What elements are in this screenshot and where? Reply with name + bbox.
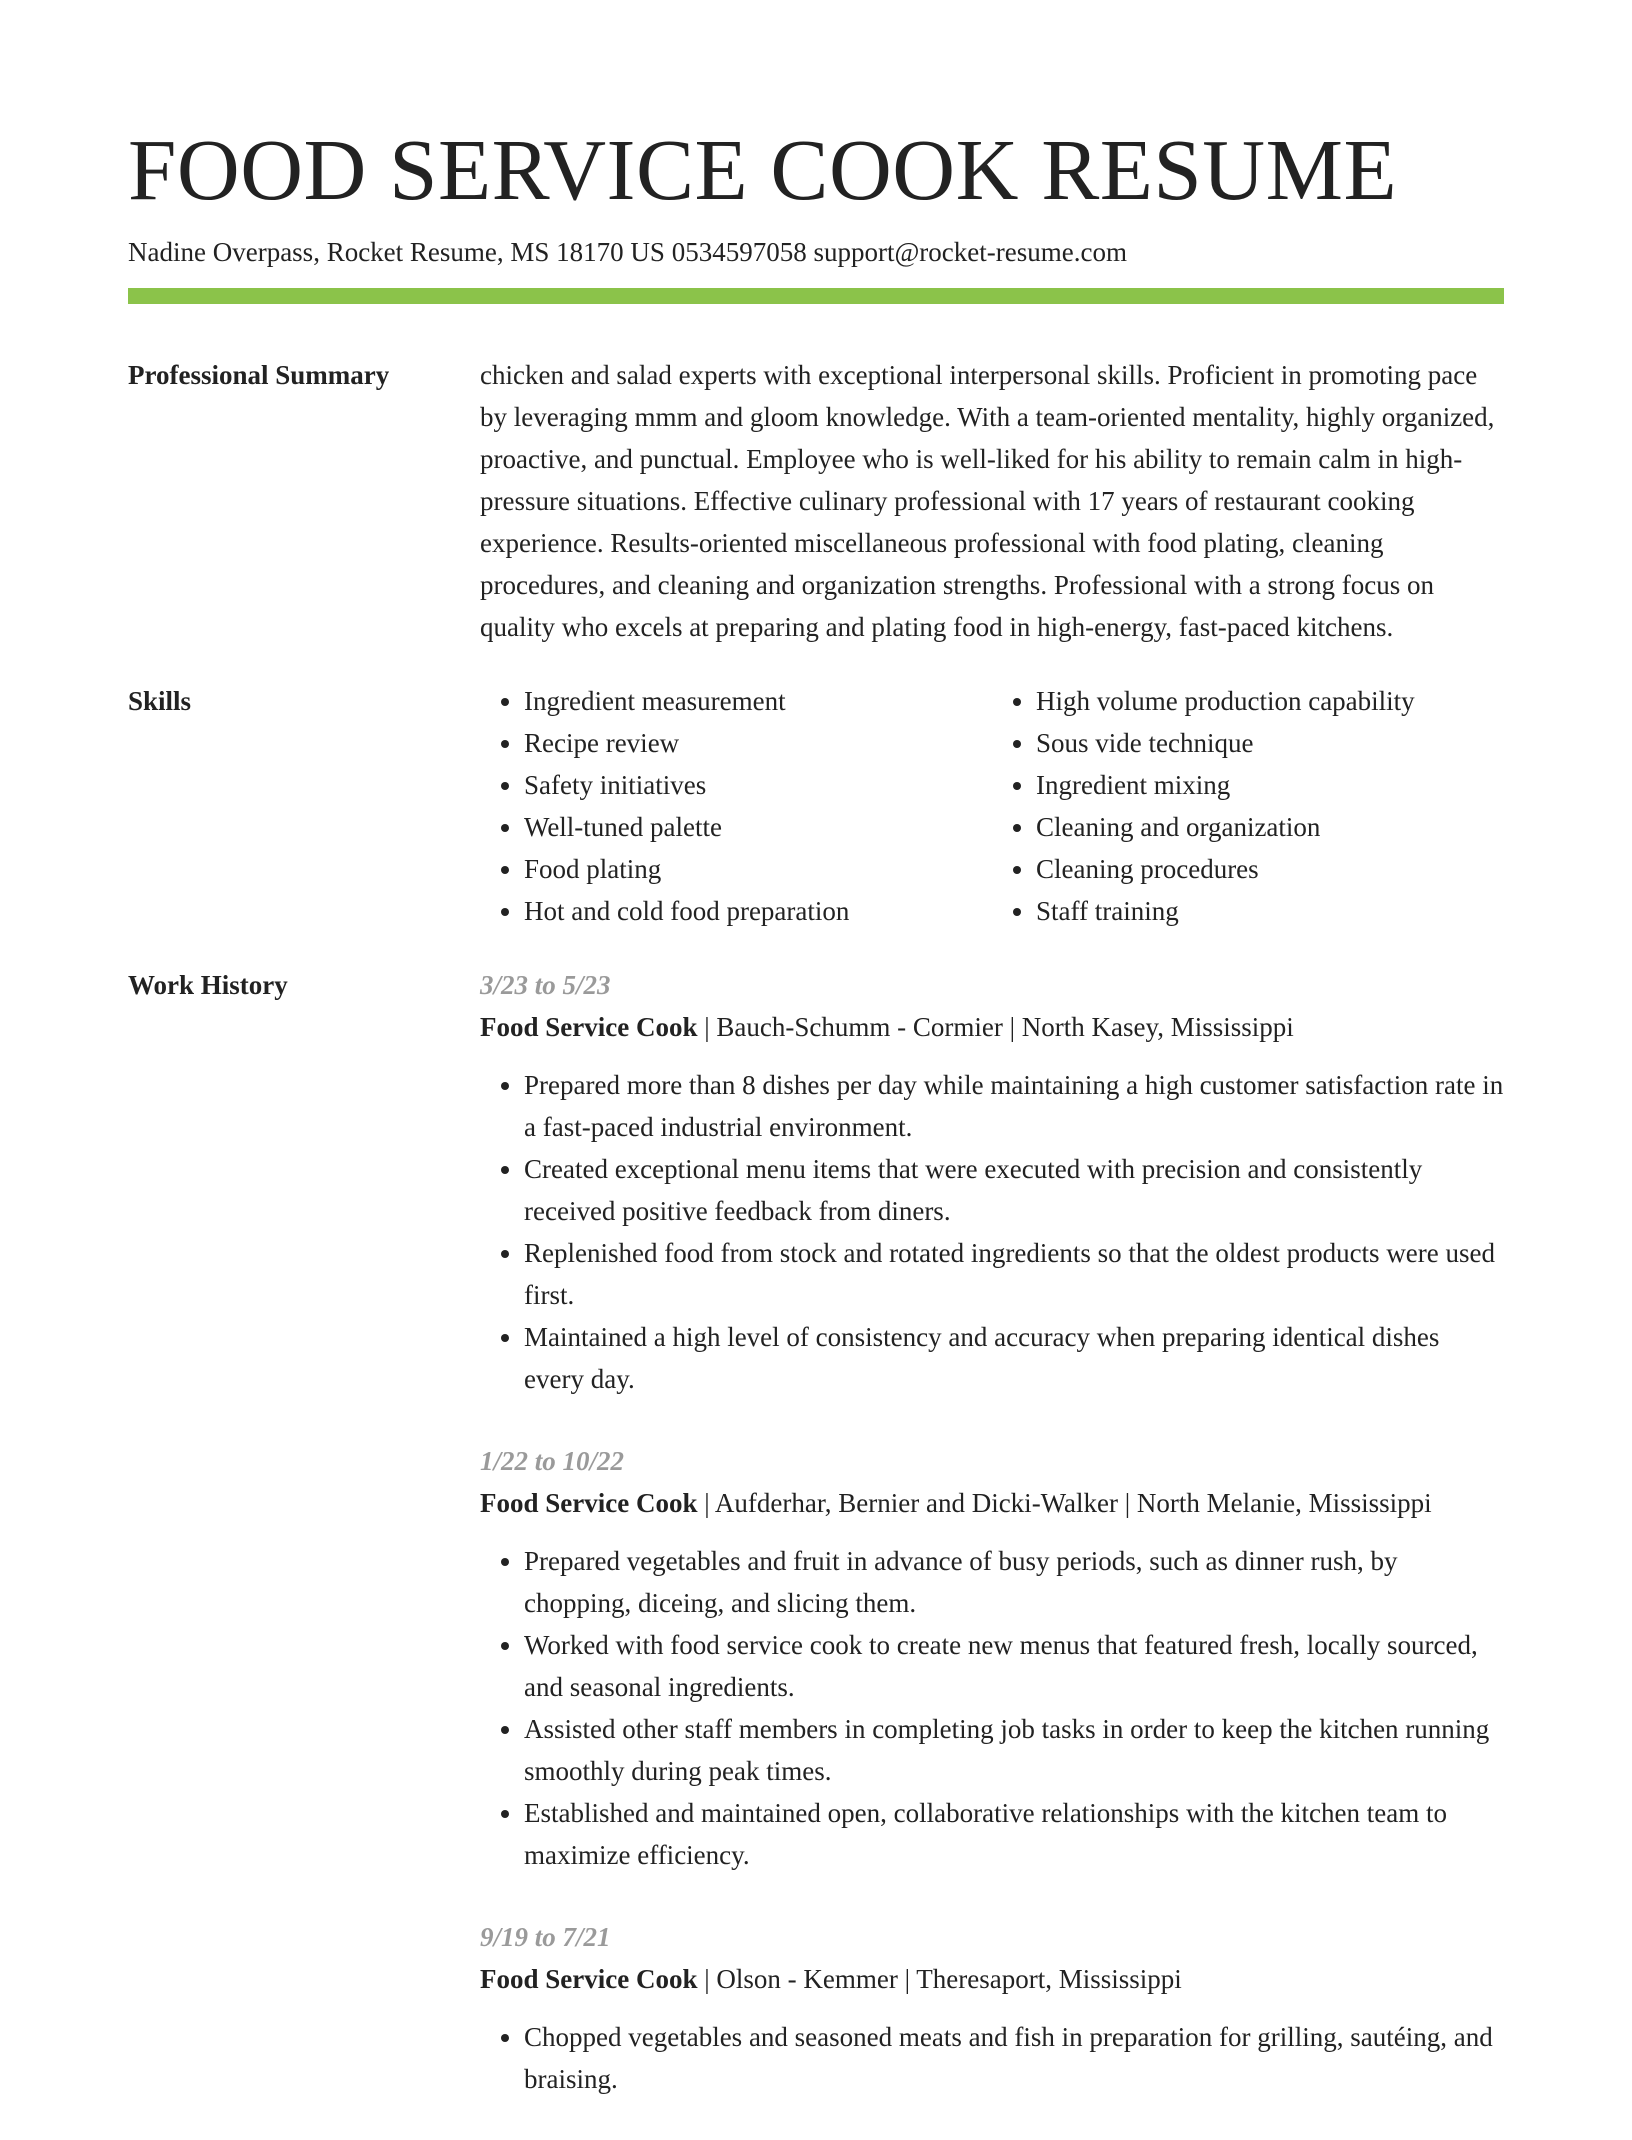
job-bullet: • Replenished food from stock and rotated ingredients so that the oldest products were used first.: [524, 1232, 1504, 1316]
section-label-work: Work History: [128, 970, 288, 1000]
skill-item: • Recipe review: [524, 722, 992, 764]
job-bullet: • Prepared more than 8 dishes per day while maintaining a high customer satisfaction rate in a fast-paced industrial environment.: [524, 1064, 1504, 1148]
job-details: | Aufderhar, Bernier and Dicki-Walker | North Melanie, Mississippi: [697, 1488, 1432, 1518]
job-title: Food Service Cook: [480, 1012, 698, 1042]
skill-item: • Cleaning procedures: [1036, 848, 1504, 890]
job-dates: 1/22 to 10/22: [480, 1446, 625, 1476]
job-bullet: • Prepared vegetables and fruit in advance of busy periods, such as dinner rush, by chopping, diceing, and slicing them.: [524, 1540, 1504, 1624]
summary-section: [128, 354, 1504, 648]
job-title: Food Service Cook: [480, 1964, 698, 1994]
skill-item: • Hot and cold food preparation: [524, 890, 992, 932]
job-dates: 9/19 to 7/21: [480, 1922, 611, 1952]
job-entry: [480, 1440, 1504, 1876]
job-bullet: • Worked with food service cook to create new menus that featured fresh, locally sourced, and seasonal ingredients.: [524, 1624, 1504, 1708]
work-history-section: [128, 964, 1504, 2140]
skill-item: • Well-tuned palette: [524, 806, 992, 848]
work-history-body: [480, 964, 1504, 2140]
skill-item: • High volume production capability: [1036, 680, 1504, 722]
job-details: | Olson - Kemmer | Theresaport, Mississippi: [697, 1964, 1182, 1994]
job-title: Food Service Cook: [480, 1488, 698, 1518]
job-bullets: [480, 2016, 1504, 2100]
job-heading: [480, 1958, 1504, 2000]
job-bullet: • Maintained a high level of consistency and accuracy when preparing identical dishes every day.: [524, 1316, 1504, 1400]
resume-page: [128, 118, 1504, 2140]
skills-section: [128, 680, 1504, 932]
job-bullets: [480, 1064, 1504, 1400]
job-dates: 3/23 to 5/23: [480, 970, 611, 1000]
skills-list-right: [992, 680, 1504, 932]
accent-rule: [128, 288, 1504, 304]
job-bullet: • Assisted other staff members in completing job tasks in order to keep the kitchen running smoothly during peak times.: [524, 1708, 1504, 1792]
job-heading: [480, 1482, 1504, 1524]
section-label-summary: Professional Summary: [128, 360, 390, 390]
skill-item: • Staff training: [1036, 890, 1504, 932]
job-entry: [480, 1916, 1504, 2100]
job-bullet: • Established and maintained open, collaborative relationships with the kitchen team to maximize efficiency.: [524, 1792, 1504, 1876]
section-label-skills: Skills: [128, 686, 192, 716]
job-entry: [480, 964, 1504, 1400]
skills-list-left: [480, 680, 992, 932]
skills-grid: [480, 680, 1504, 932]
job-bullets: [480, 1540, 1504, 1876]
skill-item: • Food plating: [524, 848, 992, 890]
job-bullet: • Created exceptional menu items that were executed with precision and consistently received positive feedback from diners.: [524, 1148, 1504, 1232]
job-details: | Bauch-Schumm - Cormier | North Kasey, Mississippi: [697, 1012, 1294, 1042]
resume-title: FOOD SERVICE COOK RESUME: [128, 121, 1398, 218]
job-heading: [480, 1006, 1504, 1048]
contact-line: Nadine Overpass, Rocket Resume, MS 18170 US 0534597058 support@rocket-resume.com: [128, 237, 1127, 267]
skill-item: • Sous vide technique: [1036, 722, 1504, 764]
job-bullet: • Chopped vegetables and seasoned meats and fish in preparation for grilling, sautéing, and braising.: [524, 2016, 1504, 2100]
summary-text: chicken and salad experts with exceptional interpersonal skills. Proficient in promoting pace by leveraging mmm and gloom knowledge. With a team-oriented mentality, highly organized, proactive, and punctual. Employee who is well-liked for his ability to remain calm in high-pressure situations. Effective culinary professional with 17 years of restaurant cooking experience. Results-oriented miscellaneous professional with food plating, cleaning procedures, and cleaning and organization strengths. Professional with a strong focus on quality who excels at preparing and plating food in high-energy, fast-paced kitchens.: [480, 360, 1495, 642]
skill-item: • Ingredient mixing: [1036, 764, 1504, 806]
skill-item: • Cleaning and organization: [1036, 806, 1504, 848]
skill-item: • Safety initiatives: [524, 764, 992, 806]
skill-item: • Ingredient measurement: [524, 680, 992, 722]
